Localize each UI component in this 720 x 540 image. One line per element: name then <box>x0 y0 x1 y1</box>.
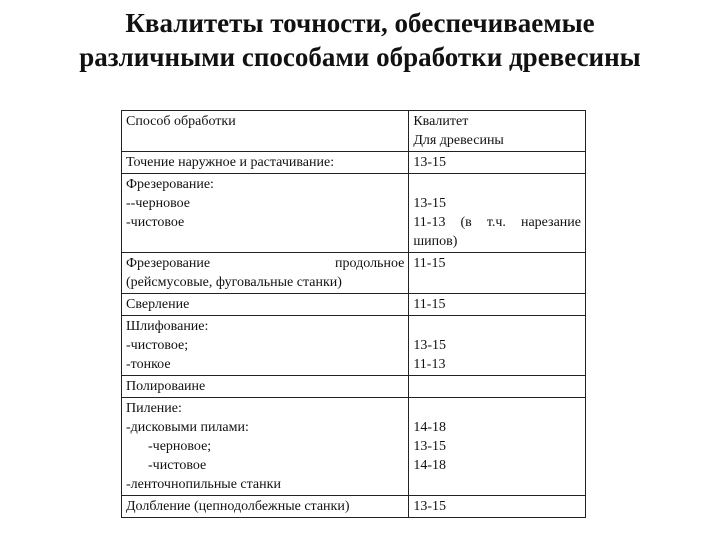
method-cell <box>122 253 409 294</box>
method-line: (рейсмусовые, фуговальные станки) <box>126 275 342 290</box>
grade-cell <box>409 253 586 294</box>
table-row <box>122 294 586 316</box>
grade-value <box>413 317 581 336</box>
header-grade-cell <box>409 111 586 152</box>
table-row <box>122 496 586 518</box>
method-cell <box>122 294 409 316</box>
grade-value: 11-15 <box>413 297 446 312</box>
method-line: -ленточнопильные станки <box>126 477 281 492</box>
method-line: -чистовое; <box>126 338 189 353</box>
header-grade-wood: Для древесины <box>413 133 504 148</box>
header-grade: Квалитет <box>413 114 469 129</box>
grade-value <box>413 399 581 418</box>
grade-value: 13-15 <box>413 155 446 170</box>
grade-value: 13-15 <box>413 196 446 211</box>
method-line: -чистовое <box>148 458 207 473</box>
method-line: Фрезерование: <box>126 177 214 192</box>
grade-value: 14-18 <box>413 458 446 473</box>
title-line-1: Квалитеты точности, обеспечиваемые <box>125 8 595 38</box>
method-cell <box>122 152 409 174</box>
grade-value: 11-13 <box>413 357 446 372</box>
method-cell <box>122 376 409 398</box>
method-cell <box>122 496 409 518</box>
method-line-justified <box>126 254 404 273</box>
method-line: --черновое <box>126 196 190 211</box>
grade-value: 13-15 <box>413 439 446 454</box>
method-line: Долбление (цепнодолбежные станки) <box>126 499 350 514</box>
grade-cell <box>409 376 586 398</box>
grade-value: 13-15 <box>413 338 446 353</box>
grade-value: 11-15 <box>413 256 446 271</box>
title-line-2: различными способами обработки древесины <box>79 42 641 72</box>
table-row <box>122 174 586 253</box>
method-word: продольное <box>335 256 405 271</box>
grade-cell <box>409 152 586 174</box>
method-line: -чистовое <box>126 215 185 230</box>
method-line: Сверление <box>126 297 190 312</box>
method-word: Фрезерование <box>126 256 211 271</box>
method-line: -черновое; <box>148 439 212 454</box>
table-row <box>122 152 586 174</box>
method-line: Полироваине <box>126 379 206 394</box>
method-line: Точение наружное и растачивание: <box>126 155 335 170</box>
method-cell <box>122 398 409 496</box>
table-row <box>122 398 586 496</box>
method-line: Шлифование: <box>126 319 209 334</box>
method-cell <box>122 316 409 376</box>
method-line: Пиление: <box>126 401 182 416</box>
grade-cell <box>409 316 586 376</box>
slide-title <box>0 6 720 74</box>
table-row <box>122 376 586 398</box>
grade-cell <box>409 398 586 496</box>
grade-cell <box>409 294 586 316</box>
method-cell <box>122 174 409 253</box>
table-row <box>122 316 586 376</box>
table-header-row <box>122 111 586 152</box>
grade-cell <box>409 174 586 253</box>
grade-cell <box>409 496 586 518</box>
grade-value: 14-18 <box>413 420 446 435</box>
header-method-cell <box>122 111 409 152</box>
tolerance-grades-table <box>121 110 586 518</box>
grade-value <box>413 377 581 396</box>
grade-value <box>413 175 581 194</box>
method-line: -дисковыми пилами: <box>126 420 249 435</box>
header-method: Способ обработки <box>126 114 236 129</box>
table-row <box>122 253 586 294</box>
method-line: -тонкое <box>126 357 171 372</box>
grade-value: 13-15 <box>413 499 446 514</box>
grade-value: 11-13 (в т.ч. нарезание шипов) <box>413 215 581 249</box>
